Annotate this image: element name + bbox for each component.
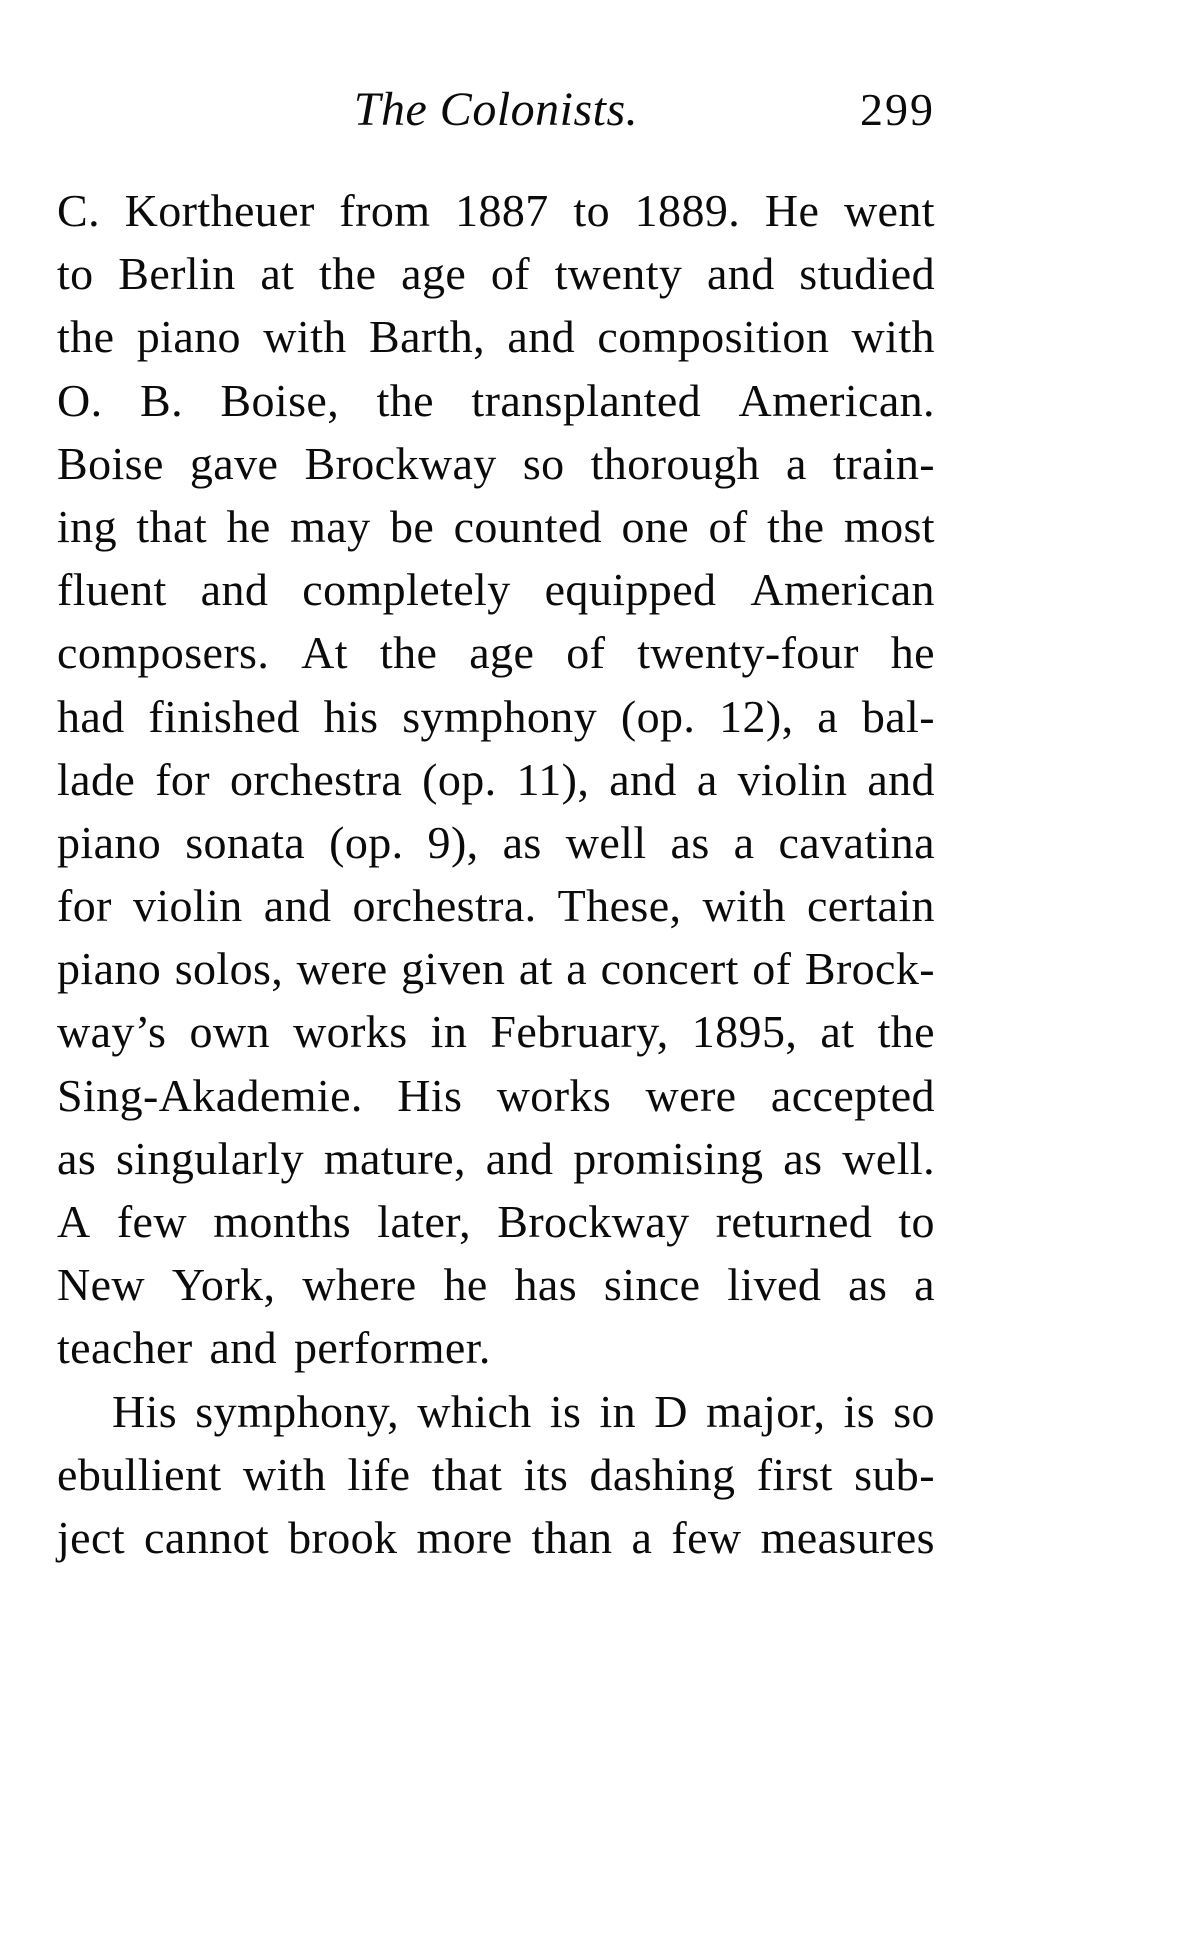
word: At [301,627,348,679]
word: in [430,1006,468,1058]
word: and [200,564,269,616]
word: were [296,943,388,995]
word: had [57,690,125,742]
word: composition [597,311,830,363]
word: and [706,248,775,300]
word: he [443,1259,488,1311]
word: with [851,311,935,363]
page-number: 299 [860,84,935,135]
word: gave [189,437,279,489]
word: (op. [620,690,696,742]
word: ebullient [57,1448,222,1500]
word: major, [706,1385,826,1437]
word: 11), [516,753,590,805]
word: to [898,1196,935,1247]
word: a [566,943,588,995]
word: age [401,248,467,300]
word: he [890,627,935,679]
word: to [57,248,94,300]
word: a [631,1511,653,1563]
word: He [764,185,820,236]
word: mature, [323,1132,466,1184]
word: the [877,1006,935,1058]
text-line [57,1190,935,1253]
word: ject [57,1511,125,1563]
word: fluent [57,564,167,616]
word: sub- [854,1448,935,1500]
word: may [290,500,371,552]
word: few [116,1196,187,1247]
text-line [57,748,935,811]
word: the [57,311,115,363]
word: York, [171,1259,276,1311]
word: has [514,1259,578,1311]
text-line [57,1000,935,1063]
word: certain [806,880,935,932]
word: equipped [544,564,717,616]
word: sonata [185,816,306,868]
word: symphony [402,690,598,742]
text-line [57,811,935,874]
word: completely [302,564,511,616]
text-line [57,874,935,937]
text-line [57,179,935,242]
word: with [263,311,347,363]
word: well. [842,1132,935,1184]
word: is [549,1385,582,1437]
word: a [786,437,807,489]
word: D [654,1385,688,1437]
word: 12), [719,690,794,742]
word: at [820,1006,855,1058]
text-line [57,621,935,684]
word: measures [760,1511,935,1563]
word: a [696,753,718,805]
word: from [339,185,431,236]
word: is [843,1385,876,1437]
word: promising [573,1132,764,1184]
word: These, [557,880,682,932]
word: were [645,1069,737,1121]
text-line [57,1380,935,1443]
word: with [702,880,786,932]
text-line [57,1506,935,1569]
page-header [57,78,935,142]
word: train- [832,437,935,489]
word: counted [453,500,603,552]
text-line [57,937,935,1000]
word: ing [57,500,117,552]
word: in [599,1385,637,1437]
text-line [57,305,935,368]
word: as [848,1259,888,1311]
word: life [347,1448,411,1500]
word: returned [715,1196,873,1247]
word: Boise [57,437,164,489]
word: New [57,1259,146,1311]
word: most [843,500,935,552]
word: months [213,1196,352,1247]
word: 9), [427,816,479,868]
word: Brockway [497,1196,690,1247]
word: orchestra. [352,880,537,932]
word: with [242,1448,327,1500]
word: at [260,248,295,300]
word: Berlin [118,248,236,300]
word: transplanted [471,374,702,426]
word: symphony, [195,1385,400,1437]
word: brook [288,1511,398,1563]
word: the [767,500,825,552]
word: as [57,1132,97,1184]
word: a [733,816,755,868]
body-text [57,179,935,1569]
word: (op. [422,753,497,805]
word: be [389,500,435,552]
word: composers. [57,627,270,679]
word: one [621,500,690,552]
word: (op. [329,816,404,868]
word: and [609,753,677,805]
word: 1887 [455,185,549,236]
word: bal- [861,690,935,742]
word: finished [148,690,300,742]
word: piano [57,816,162,868]
word: the [376,374,434,426]
text-line [57,1443,935,1506]
running-title: The Colonists. [353,83,639,136]
word: own [189,1006,270,1058]
word: and [507,311,576,363]
word: twenty-four [637,627,859,679]
word: that [136,500,207,552]
word: studied [799,248,935,300]
word: violin [132,880,243,932]
word: as [670,816,710,868]
word: lade [57,753,136,805]
word: and [263,880,332,932]
word: solos, [174,943,284,995]
word: way’s [57,1006,167,1058]
word: Boise, [220,374,340,426]
word: so [893,1385,935,1437]
word: later, [377,1196,472,1247]
word: February, [490,1006,669,1058]
word: C. [57,185,100,236]
word: so [522,437,565,489]
word: accepted [770,1069,935,1121]
word: which [417,1385,532,1437]
text-line: teacher and performer. [57,1322,491,1374]
text-line [57,1253,935,1316]
word: His [397,1069,463,1121]
word: and [485,1132,554,1184]
word: violin [737,753,848,805]
word: 1889. [634,185,741,236]
word: thorough [590,437,760,489]
word: piano [57,943,162,995]
word: of [566,627,606,679]
word: American [750,564,935,616]
word: went [843,185,935,236]
text-line [57,369,935,432]
word: a [914,1259,935,1311]
text-column [57,0,935,1953]
word: twenty [554,248,683,300]
word: piano [136,311,241,363]
word: of [752,943,792,995]
word: a [817,690,839,742]
word: the [379,627,438,679]
word: its [523,1448,569,1500]
word: he [226,500,271,552]
word: more [416,1511,513,1563]
word: well [565,816,647,868]
word: singularly [116,1132,304,1184]
word: O. [57,374,103,426]
word: where [302,1259,417,1311]
word: Kortheuer [124,185,315,236]
word: his [323,690,379,742]
word: of [490,248,530,300]
word: for [155,753,211,805]
word: works [293,1006,408,1058]
word: and [867,753,935,805]
word: orchestra [230,753,403,805]
word: American. [738,374,935,426]
word: of [708,500,748,552]
word: concert [600,943,739,995]
text-line [57,1127,935,1190]
text-line [57,558,935,621]
word: than [531,1511,613,1563]
word: age [469,627,535,679]
word: cannot [144,1511,270,1563]
word: works [496,1069,612,1121]
word: for [57,880,112,932]
word: to [573,185,610,236]
word: A [57,1196,91,1247]
text-line [57,685,935,748]
word: since [603,1259,701,1311]
word: 1895, [691,1006,798,1058]
word: Brock- [804,943,935,995]
text-line [57,242,935,305]
word: cavatina [778,816,935,868]
word: dashing [589,1448,736,1500]
word: as [783,1132,823,1184]
word: that [431,1448,503,1500]
word: at [518,943,553,995]
word: first [756,1448,833,1500]
word: as [502,816,542,868]
word: few [671,1511,742,1563]
word: B. [139,374,183,426]
word: lived [727,1259,822,1311]
word: the [319,248,377,300]
word: Barth, [368,311,486,363]
word: Brockway [304,437,497,489]
word: Sing-Akademie. [57,1069,363,1121]
word: given [401,943,506,995]
word: His [112,1385,178,1437]
text-line [57,1064,935,1127]
text-line [57,432,935,495]
text-line [57,495,935,558]
